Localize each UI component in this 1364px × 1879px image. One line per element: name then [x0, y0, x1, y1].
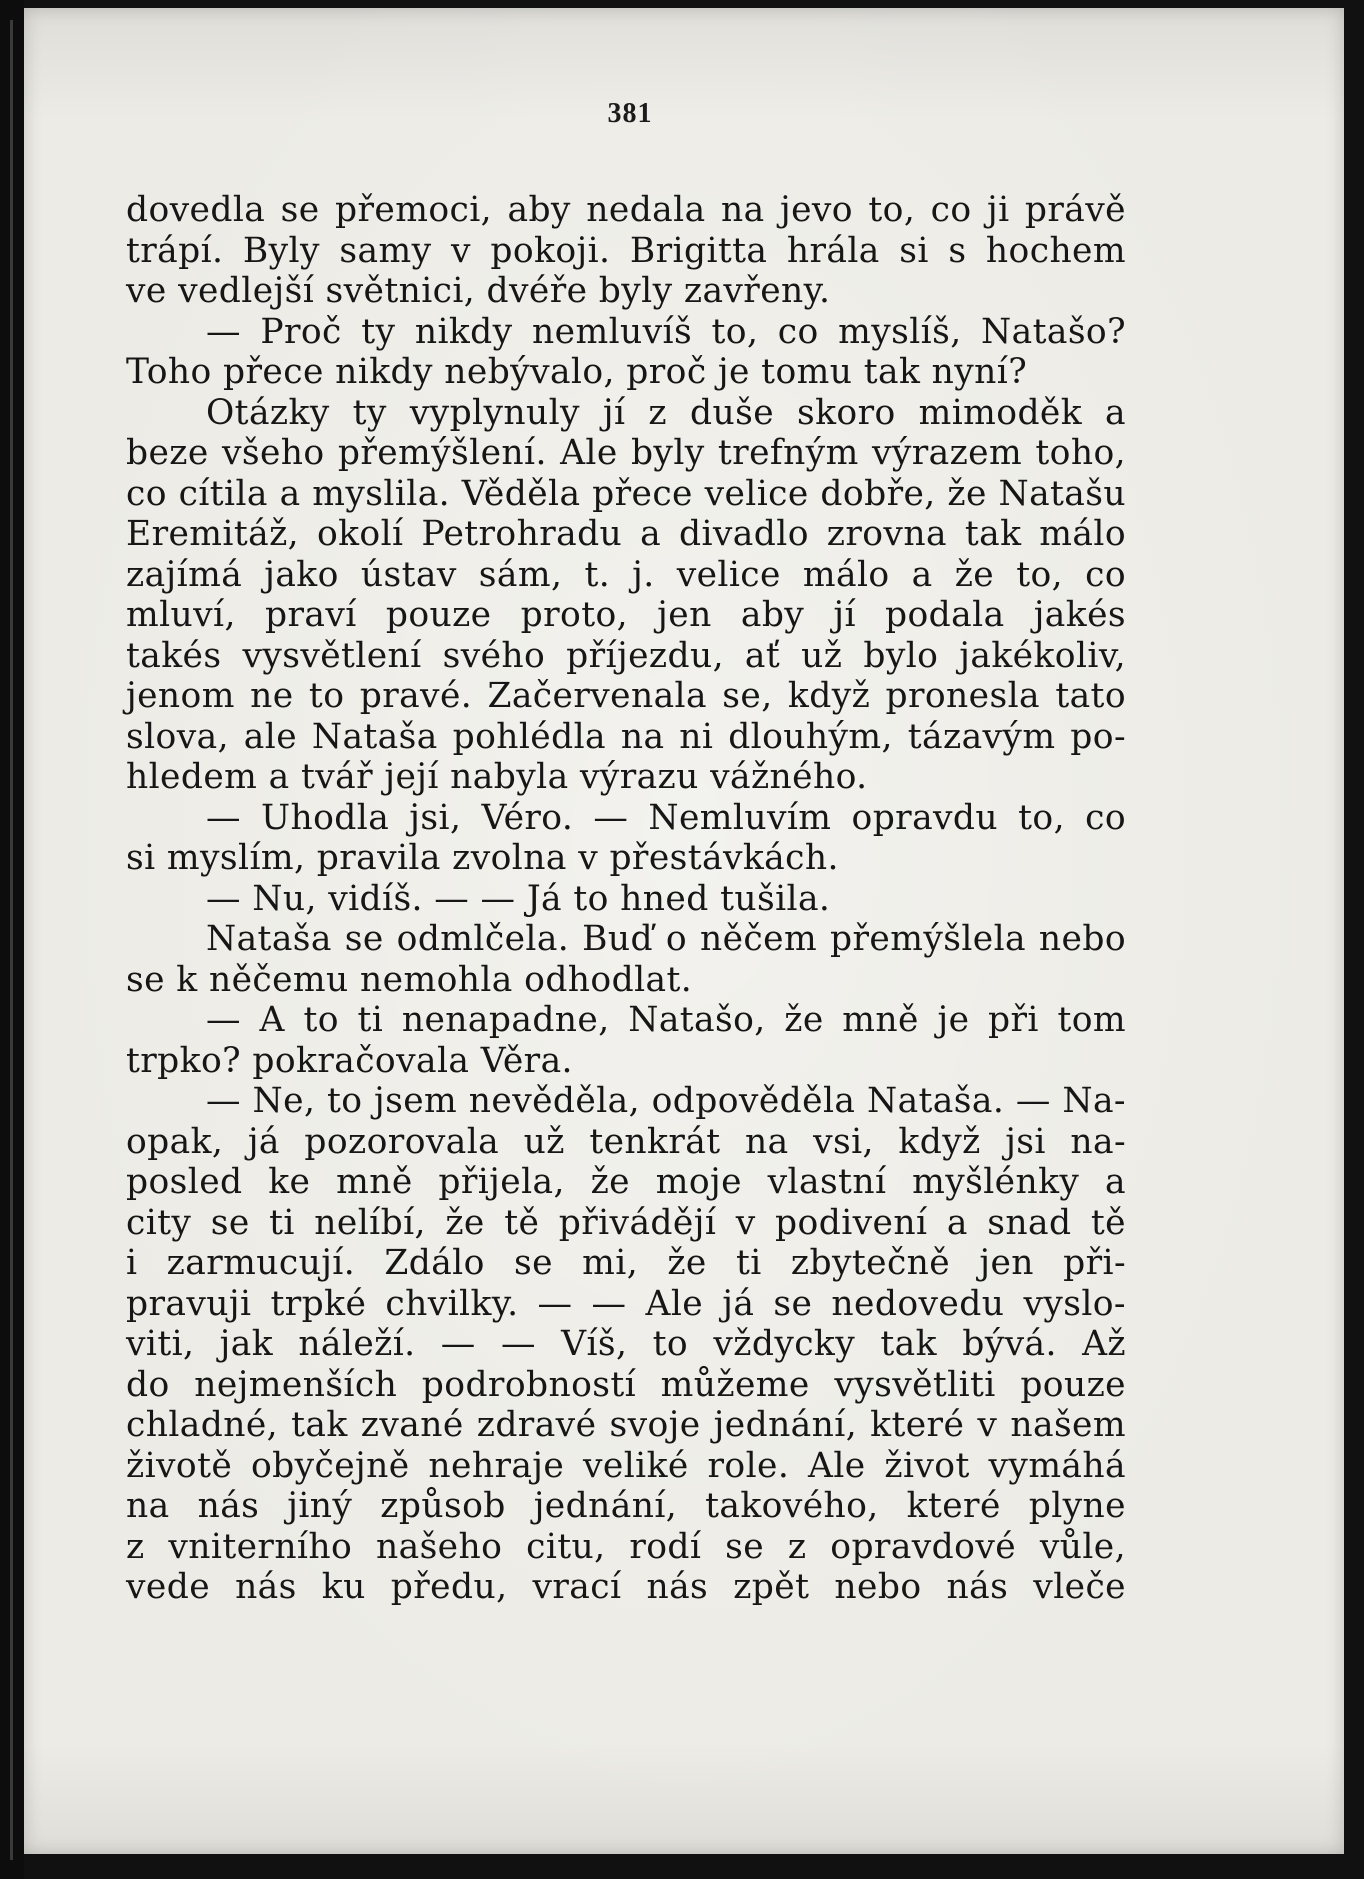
- text-line: — Proč ty nikdy nemluvíš to, co myslíš, Natašo?: [206, 311, 1126, 352]
- text-line: si myslím, pravila zvolna v přestávkách.: [126, 838, 839, 878]
- text-line: Eremitáž, okolí Petrohradu a divadlo zrovna tak málo: [126, 514, 1126, 554]
- text-line: co cítila a myslila. Věděla přece velice dobře, že Natašu: [126, 473, 1126, 514]
- text-line: dovedla se přemoci, aby nedala na jevo to, co ji právě: [126, 190, 1126, 230]
- text-line: zajímá jako ústav sám, t. j. velice málo a že to, co: [126, 554, 1126, 595]
- text-line: posled ke mně přijela, že moje vlastní myšlénky a: [126, 1162, 1126, 1202]
- text-line: city se ti nelíbí, že tě přivádějí v podivení a snad tě: [126, 1202, 1126, 1243]
- text-line: — A to ti nenapadne, Natašo, že mně je při tom: [206, 1000, 1126, 1040]
- text-line: opak, já pozorovala už tenkrát na vsi, když jsi na-: [126, 1121, 1126, 1162]
- text-line: — Uhodla jsi, Véro. — Nemluvím opravdu to, co: [206, 797, 1126, 838]
- body-text: [126, 190, 1126, 1608]
- text-line: na nás jiný způsob jednání, takového, které plyne: [126, 1486, 1126, 1526]
- text-line: takés vysvětlení svého příjezdu, ať už bylo jakékoliv,: [126, 635, 1126, 676]
- text-line: trápí. Byly samy v pokoji. Brigitta hrála si s hochem: [126, 230, 1126, 271]
- page-number: 381: [607, 98, 653, 129]
- text-line: Toho přece nikdy nebývalo, proč je tomu tak nyní?: [126, 352, 1028, 392]
- text-line: vede nás ku předu, vrací nás zpět nebo nás vleče: [126, 1567, 1126, 1607]
- text-line: i zarmucují. Zdálo se mi, že ti zbytečně jen při-: [126, 1243, 1126, 1283]
- text-line: ve vedlejší světnici, dvéře byly zavřeny.: [126, 271, 831, 311]
- text-line: — Nu, vidíš. — — Já to hned tušila.: [206, 878, 831, 919]
- text-line: mluví, praví pouze proto, jen aby jí podala jakés: [126, 595, 1126, 635]
- text-line: životě obyčejně nehraje veliké role. Ale život vymáhá: [126, 1445, 1126, 1486]
- text-line: Nataša se odmlčela. Buď o něčem přemýšlela nebo: [206, 919, 1126, 959]
- text-line: — Ne, to jsem nevěděla, odpověděla Nataša. — Na-: [206, 1081, 1126, 1121]
- text-line: chladné, tak zvané zdravé svoje jednání, které v našem: [126, 1405, 1126, 1445]
- text-line: pravuji trpké chvilky. — — Ale já se nedovedu vyslo-: [126, 1283, 1126, 1324]
- text-line: do nejmenších podrobností můžeme vysvětliti pouze: [126, 1364, 1126, 1405]
- text-line: Otázky ty vyplynuly jí z duše skoro mimoděk a: [206, 392, 1126, 433]
- book-binding-edge: [0, 0, 24, 1879]
- text-line: z vniterního našeho citu, rodí se z opravdové vůle,: [126, 1526, 1126, 1567]
- text-line: trpko? pokračovala Věra.: [126, 1040, 573, 1081]
- text-line: se k něčemu nemohla odhodlat.: [126, 959, 693, 1000]
- text-line: jenom ne to pravé. Začervenala se, když pronesla tato: [126, 676, 1126, 716]
- text-line: viti, jak náleží. — — Víš, to vždycky tak bývá. Až: [126, 1324, 1126, 1364]
- text-line: hledem a tvář její nabyla výrazu vážného.: [126, 757, 868, 797]
- text-line: slova, ale Nataša pohlédla na ni dlouhým, tázavým po-: [126, 716, 1126, 757]
- text-line: beze všeho přemýšlení. Ale byly trefným výrazem toho,: [126, 433, 1126, 473]
